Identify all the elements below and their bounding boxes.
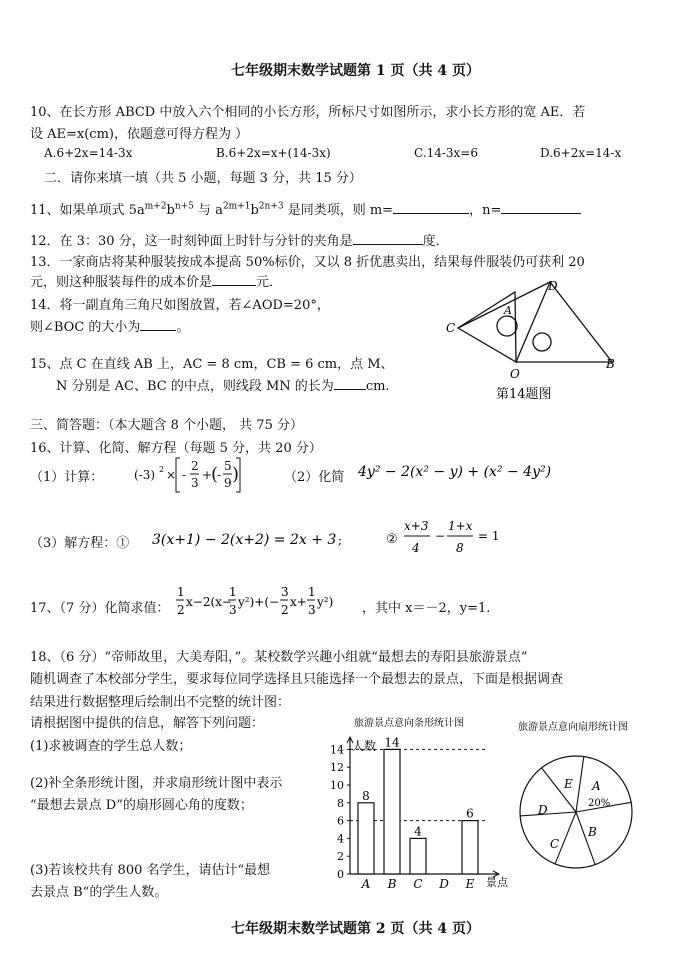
- triangle-aoc: [458, 292, 516, 362]
- label-a: A: [504, 304, 512, 317]
- y-tick-label: 0: [337, 868, 344, 881]
- q16-title: 16、计算、化简、解方程（每题 5 分，共 20 分）: [30, 441, 322, 456]
- q18-line4: 请根据图中提供的信息，解答下列问题：: [30, 716, 265, 731]
- q16-part3-eq2: [402, 514, 522, 562]
- svg-text:): ): [232, 464, 240, 485]
- svg-text:2: 2: [177, 603, 185, 617]
- pie-annotation-a-percent: 20%: [588, 798, 611, 809]
- q11-line: [30, 199, 581, 218]
- q18-line1: 18、（6 分）“帝师故里，大美寿阳，”。某校数学兴趣小组就“最想去的寿阳县旅游景点”: [30, 650, 528, 665]
- q11-exp-2: n+5: [174, 201, 194, 212]
- q13-blank[interactable]: [212, 273, 256, 286]
- svg-text:(: (: [211, 464, 219, 485]
- bar-a: [358, 803, 374, 874]
- q10-option-b: B.6+2x=x+(14-3x): [216, 146, 331, 160]
- y-tick-label: 12: [330, 761, 344, 775]
- svg-text:-: -: [182, 468, 187, 482]
- svg-text:x+3: x+3: [404, 519, 429, 533]
- q14-end: 。: [176, 320, 190, 335]
- label-o: O: [510, 367, 520, 381]
- svg-text:1: 1: [177, 585, 185, 599]
- bar-chart-ylabel: 人数: [352, 739, 377, 753]
- pie-label-d: D: [538, 803, 548, 817]
- q11-text-4: b: [250, 203, 259, 218]
- svg-text:2: 2: [281, 603, 289, 617]
- bar-value-label: 4: [414, 824, 422, 839]
- svg-text:x−2(x−: x−2(x−: [186, 595, 232, 609]
- page-header: 七年级期末数学试题第 1 页（共 4 页）: [231, 63, 480, 79]
- q13-text: 元，则这种服装每件的成本价是: [30, 275, 213, 290]
- svg-text:+: +: [202, 468, 213, 482]
- q11-text-2: b: [166, 203, 175, 218]
- q14-caption: 第14题图: [496, 387, 552, 402]
- svg-text:9: 9: [224, 476, 232, 490]
- svg-text:3: 3: [281, 585, 289, 599]
- svg-text:5: 5: [224, 459, 232, 473]
- svg-text:1+x: 1+x: [448, 519, 473, 533]
- x-tick-label: D: [439, 877, 449, 891]
- svg-text:4y² − 2(x² − y) + (x² − 4y²): 4y² − 2(x² − y) + (x² − 4y²): [358, 464, 552, 480]
- q15-text: N 分别是 AC、BC 的中点，则线段 MN 的长为: [56, 379, 334, 394]
- q18-line2: 随机调查了本校部分学生，要求每位同学选择且只能选择一个最想去的景点，下面是根据调查: [30, 672, 564, 687]
- q12-text: 12．在 3：30 分，这一时刻钟面上时针与分针的夹角是: [30, 234, 353, 249]
- q14-line2: [30, 316, 189, 335]
- q18-sub2-line2: “最想去景点 D”的扇形圆心角的度数；: [30, 798, 253, 813]
- y-tick-label: 2: [337, 850, 344, 864]
- svg-text:×: ×: [166, 468, 177, 482]
- svg-text:1: 1: [308, 585, 316, 599]
- pie-chart-title: 旅游景点意向扇形统计图: [518, 722, 628, 733]
- q10-option-d: D.6+2x=14-x: [540, 146, 622, 160]
- q18-sub2-line1: (2)补全条形统计图，并求扇形统计图中表示: [30, 776, 283, 791]
- label-c: C: [446, 321, 456, 335]
- q10-option-c: C.14-3x=6: [414, 146, 478, 160]
- y-tick-label: 6: [337, 814, 344, 828]
- q15-unit: cm.: [365, 379, 390, 394]
- q16-part3-eq1: [150, 522, 350, 554]
- svg-text:-: -: [217, 468, 222, 482]
- svg-text:y²)+(−: y²)+(−: [238, 595, 280, 609]
- pie-label-a: A: [592, 779, 601, 793]
- bar-c: [410, 838, 426, 874]
- q14-line1: 14．将一副直角三角尺如图放置，若∠AOD=20°，: [30, 298, 330, 313]
- q13-unit: 元．: [256, 275, 283, 290]
- svg-text:= 1: = 1: [478, 529, 500, 543]
- q17-suffix: ，其中 x＝－2，y=1.: [362, 601, 491, 616]
- svg-text:2: 2: [191, 459, 199, 473]
- section-2-heading: 二．请你来填一填（共 5 小题，每题 3 分，共 15 分）: [44, 171, 362, 186]
- q11-text-3: 与 a: [193, 203, 223, 218]
- q12-line: [30, 230, 449, 249]
- bar-chart-xlabel: 景点: [486, 876, 508, 889]
- pie-label-b: B: [588, 825, 597, 839]
- q18-sub3-line1: (3)若该校共有 800 名学生，请估计“最想: [30, 863, 271, 878]
- section-3-heading: 三、简答题：（本大题含 8 个小题， 共 75 分）: [30, 418, 303, 433]
- svg-text:x+: x+: [290, 595, 307, 609]
- q12-blank[interactable]: [353, 232, 423, 245]
- bar-chart-title: 旅游景点意向条形统计图: [354, 718, 464, 729]
- svg-text:1: 1: [229, 585, 237, 599]
- x-tick-label: E: [465, 877, 475, 891]
- q17-expression: [175, 582, 363, 626]
- bar-b: [384, 749, 400, 874]
- q18-sub3-line2: 去景点 B“的学生人数。: [30, 885, 168, 900]
- svg-text:3: 3: [308, 603, 316, 617]
- q14-blank[interactable]: [140, 318, 176, 331]
- pie-label-c: C: [550, 837, 560, 851]
- bar-value-label: 14: [384, 735, 400, 750]
- svg-text:8: 8: [456, 541, 464, 555]
- q14-text: 则∠BOC 的大小为: [30, 320, 141, 335]
- q11-blank-m[interactable]: [393, 201, 469, 214]
- q10-option-a: A.6+2x=14-3x: [44, 146, 133, 160]
- x-tick-label: B: [387, 877, 397, 891]
- svg-text:3(x+1) − 2(x+2) = 2x + 3: 3(x+1) − 2(x+2) = 2x + 3: [152, 532, 337, 548]
- x-tick-label: A: [361, 877, 371, 891]
- q11-exp-1: m+2: [144, 201, 167, 212]
- q18-sub1: (1)求被调查的学生总人数；: [30, 739, 192, 754]
- svg-text:y²): y²): [317, 595, 334, 609]
- svg-text:3: 3: [229, 603, 237, 617]
- triangle-dob: [516, 282, 612, 362]
- svg-text:;: ;: [338, 533, 343, 547]
- y-tick-label: 10: [330, 779, 344, 792]
- bar-value-label: 6: [466, 806, 474, 821]
- pie-label-e: E: [564, 777, 573, 791]
- bar-chart: [318, 712, 518, 894]
- q13-line1: 13．一家商店将某种服装按成本提高 50%标价，又以 8 折优惠卖出，结果每件服装仍可获利 20: [30, 255, 585, 270]
- q16-part1-formula: [132, 452, 242, 498]
- page-footer: 七年级期末数学试题第 2 页（共 4 页）: [231, 921, 480, 937]
- q18-line3: 结果进行数据整理后绘制出不完整的统计图：: [30, 695, 291, 710]
- svg-text:3: 3: [191, 476, 199, 490]
- q16-part1-label: （1）计算：: [30, 470, 104, 485]
- q11-text-6: ，n=: [469, 203, 502, 218]
- q11-blank-n[interactable]: [501, 201, 581, 214]
- label-d: D: [548, 279, 558, 293]
- q11-text-5: 是同类项，则 m=: [283, 203, 394, 218]
- q15-line1: 15、点 C 在直线 AB 上，AC = 8 cm，CB = 6 cm，点 M、: [30, 357, 394, 372]
- q15-blank[interactable]: [334, 377, 366, 390]
- label-b: B: [606, 357, 615, 371]
- q16-part3-label: （3）解方程：①: [30, 536, 130, 551]
- q11-exp-3: 2m+1: [222, 201, 251, 212]
- q12-unit: 度．: [422, 234, 449, 249]
- q16-part3-circle2: ②: [386, 532, 398, 547]
- bar-value-label: 8: [362, 788, 370, 803]
- svg-text:4: 4: [412, 541, 420, 555]
- y-tick-label: 8: [337, 796, 344, 810]
- svg-text:2: 2: [159, 465, 165, 474]
- q10-line2: 设 AE=x(cm)，依题意可得方程为 ）: [30, 127, 249, 142]
- q14-figure: [440, 274, 620, 408]
- q10-line1: 10、在长方形 ABCD 中放入六个相同的小长方形，所标尺寸如图所示，求小长方形的宽 AE．若: [30, 105, 586, 120]
- pie-chart: [512, 716, 658, 880]
- bar-e: [462, 821, 478, 874]
- x-tick-label: C: [413, 877, 423, 891]
- q15-line2: [56, 375, 390, 394]
- y-tick-label: 14: [330, 743, 344, 757]
- svg-text:(-3): (-3): [134, 468, 156, 482]
- y-tick-label: 4: [337, 832, 344, 846]
- svg-text:−: −: [435, 529, 446, 543]
- q16-part2-label: （2）化简: [284, 470, 345, 485]
- q17-prefix: 17、（7 分）化简求值：: [30, 601, 170, 616]
- q11-exp-4: 2n+3: [258, 201, 284, 212]
- q16-part2-formula: [356, 452, 556, 488]
- q11-text-1: 11、如果单项式 5a: [30, 203, 145, 218]
- q13-line2: [30, 271, 282, 290]
